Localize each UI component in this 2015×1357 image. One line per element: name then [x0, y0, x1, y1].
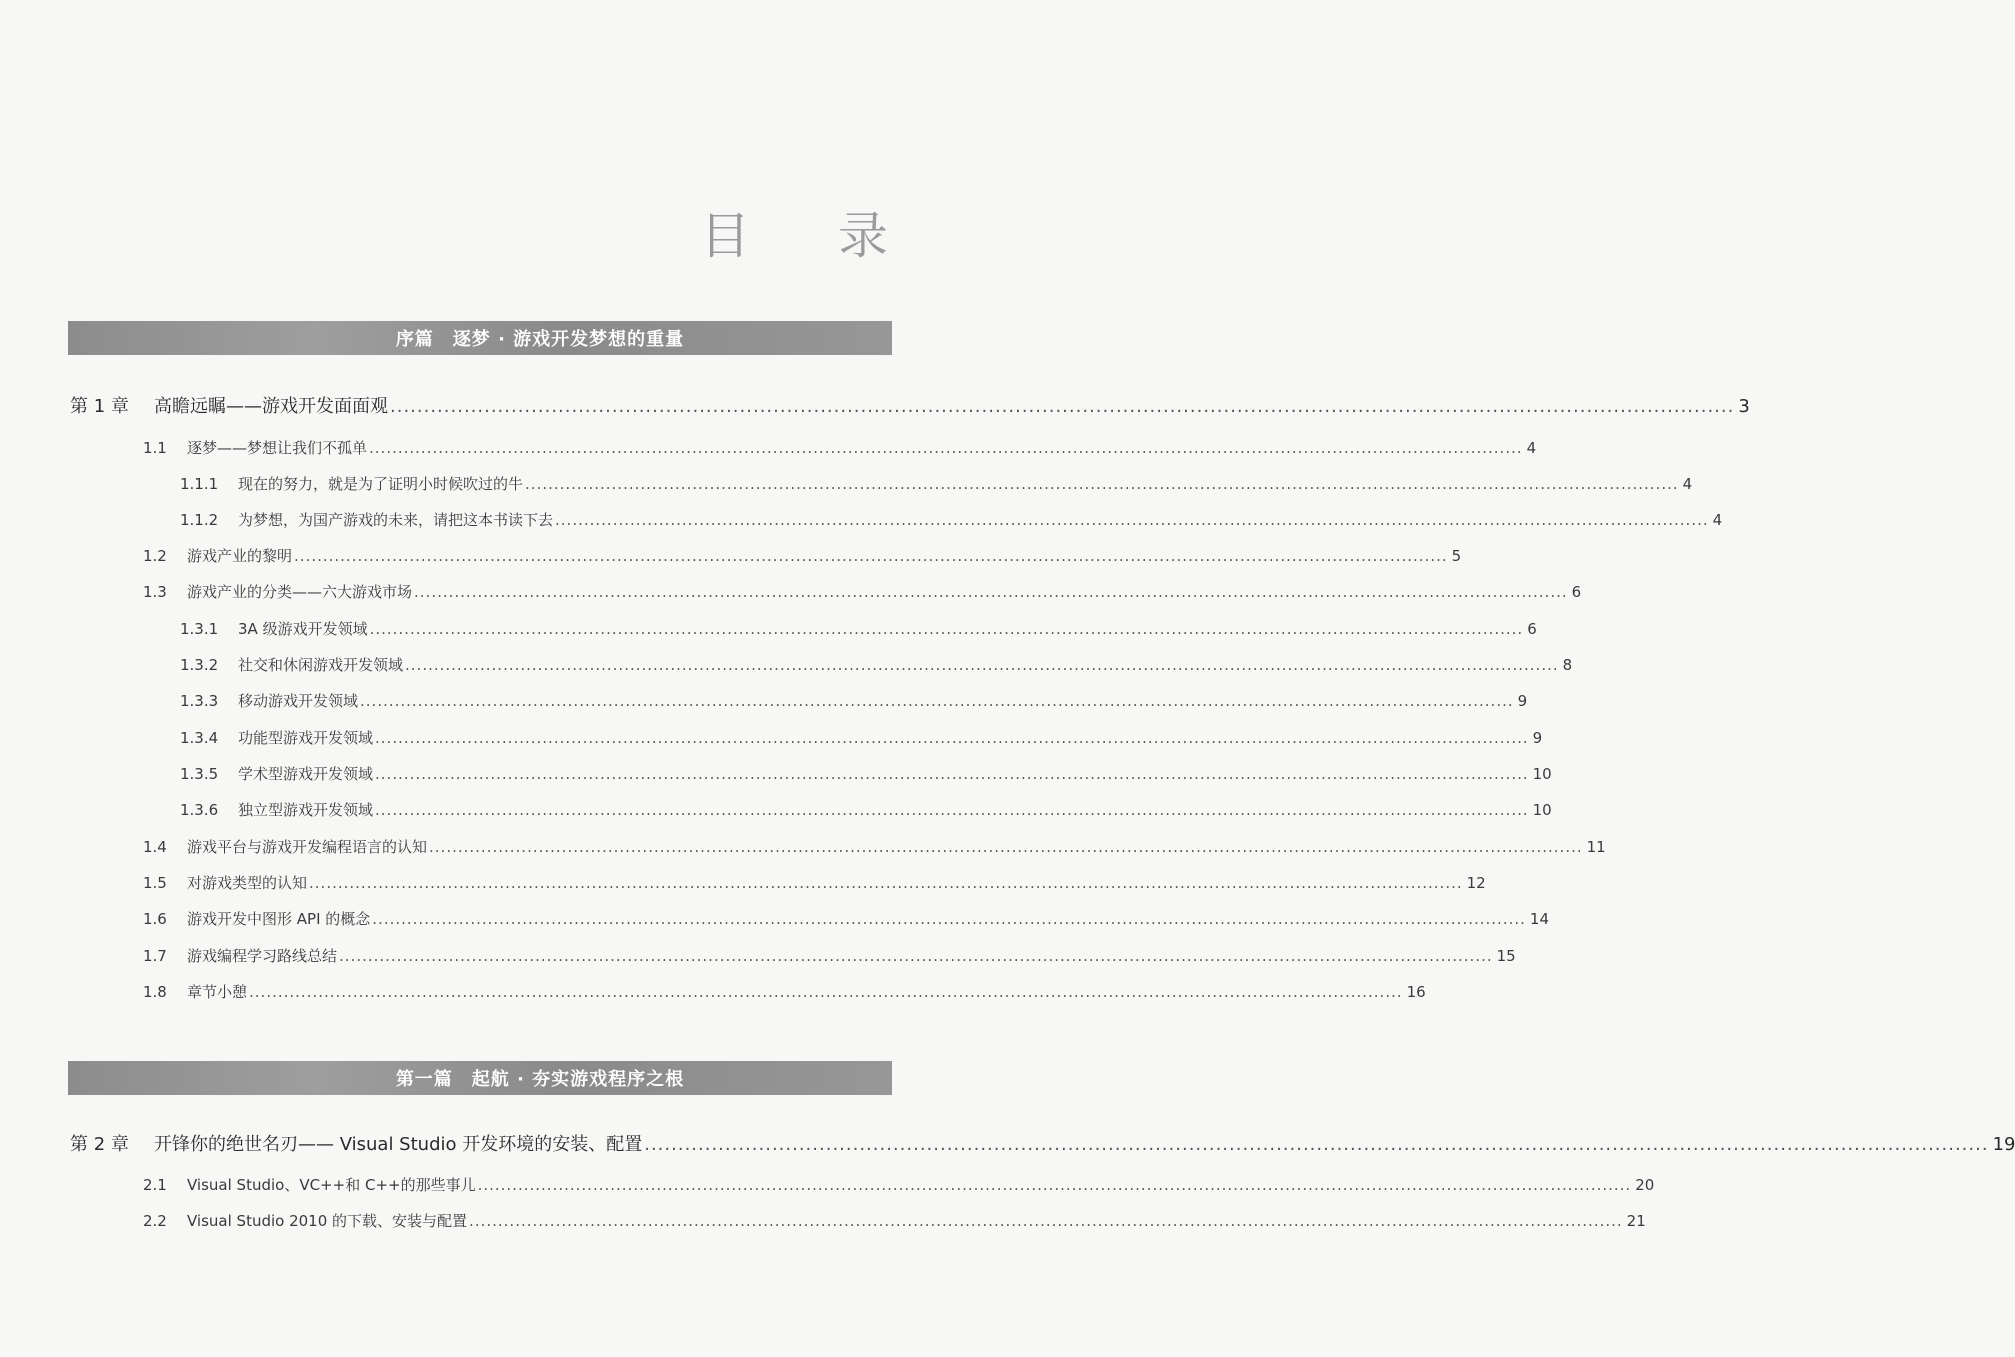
toc-chapter[interactable]: [70, 1130, 2015, 1155]
toc-leader: ........................................................................................................................................................................................................: [555, 511, 1709, 529]
toc-leader: ........................................................................................................................................................................................................: [414, 583, 1568, 601]
toc-page-number: 11: [1586, 838, 1606, 856]
toc-section[interactable]: [143, 1174, 1655, 1198]
toc-number: 1.3.3: [180, 692, 219, 710]
toc-page-number: 12: [1466, 874, 1486, 892]
toc-leader: ........................................................................................................................................................................................................: [375, 729, 1529, 747]
page-title: 目 录: [700, 207, 924, 265]
toc-number: 1.3.6: [180, 801, 219, 819]
toc-title: Visual Studio 2010 的下载、安装与配置: [187, 1212, 468, 1230]
toc-leader: ........................................................................................................................................................................................................: [309, 874, 1463, 892]
toc-leader: ........................................................................................................................................................................................................: [369, 620, 1524, 638]
toc-section[interactable]: [143, 872, 1486, 896]
toc-section[interactable]: [143, 945, 1516, 969]
toc-title: 章节小憩: [187, 983, 248, 1001]
toc-number: 2.1: [143, 1176, 167, 1194]
toc-title: 社交和休闲游戏开发领域: [238, 656, 404, 674]
toc-number: 1.3: [143, 583, 167, 601]
toc-title: 游戏产业的分类——六大游戏市场: [187, 583, 413, 601]
toc-title: 3A 级游戏开发领域: [238, 620, 368, 638]
toc-number: 1.1.1: [180, 475, 219, 493]
toc-page-number: 6: [1527, 620, 1537, 638]
toc-title: 功能型游戏开发领域: [238, 729, 374, 747]
toc-page-number: 15: [1496, 947, 1516, 965]
toc-leader: ........................................................................................................................................................................................................: [429, 838, 1583, 856]
toc-page-number: 10: [1532, 801, 1552, 819]
toc-number: 1.6: [143, 910, 167, 928]
toc-title: 游戏平台与游戏开发编程语言的认知: [187, 838, 428, 856]
toc-title: 移动游戏开发领域: [238, 692, 359, 710]
toc-leader: ........................................................................................................................................................................................................: [372, 910, 1526, 928]
toc-title: 独立型游戏开发领域: [238, 801, 374, 819]
toc-subsection[interactable]: [180, 763, 1552, 787]
toc-section[interactable]: [143, 1210, 1646, 1234]
toc-subsection[interactable]: [180, 690, 1528, 714]
toc-section[interactable]: [143, 437, 1537, 461]
toc-section[interactable]: [143, 908, 1549, 932]
toc-leader: ........................................................................................................................................................................................................: [375, 801, 1529, 819]
toc-leader: ........................................................................................................................................................................................................: [375, 765, 1529, 783]
toc-number: 1.3.1: [180, 620, 219, 638]
toc-leader: ........................................................................................................................................................................................................: [469, 1212, 1623, 1230]
toc-page-number: 20: [1635, 1176, 1655, 1194]
toc-section[interactable]: [143, 545, 1462, 569]
toc-subsection[interactable]: [180, 509, 1723, 533]
toc-page-number: 8: [1562, 656, 1573, 674]
toc-page-number: 19: [1992, 1134, 2015, 1155]
toc-number: 1.5: [143, 874, 167, 892]
toc-title: 学术型游戏开发领域: [238, 765, 374, 783]
toc-leader: ........................................................................................................................................................................................................: [294, 547, 1448, 565]
toc-page-number: 4: [1712, 511, 1723, 529]
toc-title: 游戏编程学习路线总结: [187, 947, 338, 965]
toc-number: 1.1: [143, 439, 167, 457]
toc-leader: ........................................................................................................................................................................................................: [249, 983, 1403, 1001]
toc-number: 1.8: [143, 983, 167, 1001]
toc-number: 第 2 章: [70, 1134, 129, 1155]
toc-page-number: 21: [1626, 1212, 1646, 1230]
toc-leader: ........................................................................................................................................................................................................: [369, 439, 1523, 457]
toc-number: 1.3.4: [180, 729, 219, 747]
toc-number: 1.2: [143, 547, 167, 565]
toc-title: 逐梦——梦想让我们不孤单: [187, 439, 368, 457]
toc-section[interactable]: [143, 581, 1582, 605]
toc-number: 2.2: [143, 1212, 167, 1230]
toc-number: 1.7: [143, 947, 167, 965]
toc-page-number: 4: [1682, 475, 1693, 493]
toc-subsection[interactable]: [180, 654, 1573, 678]
toc-subsection[interactable]: [180, 727, 1543, 751]
toc-subsection[interactable]: [180, 618, 1537, 642]
toc-leader: ........................................................................................................................................................................................................: [339, 947, 1493, 965]
toc-subsection[interactable]: [180, 799, 1552, 823]
part-banner-label: 序篇 逐梦 · 游戏开发梦想的重量: [395, 329, 685, 350]
toc-number: 1.3.5: [180, 765, 219, 783]
toc-page-number: 5: [1451, 547, 1462, 565]
toc-subsection[interactable]: [180, 473, 1693, 497]
toc-leader: ........................................................................................................................................................................................................: [405, 656, 1559, 674]
toc-title: 为梦想，为国产游戏的未来，请把这本书读下去: [238, 511, 554, 529]
toc-title: 高瞻远瞩——游戏开发面面观: [154, 396, 388, 417]
part-banner-prologue: [68, 321, 892, 355]
toc-leader: ........................................................................................................................................................................................................: [525, 475, 1679, 493]
toc-leader: ........................................................................................................................................................................................................: [477, 1176, 1632, 1194]
toc-number: 第 1 章: [70, 396, 129, 417]
toc-section[interactable]: [143, 981, 1426, 1005]
toc-page-number: 9: [1517, 692, 1528, 710]
toc-leader: ........................................................................................................................................................................................................: [390, 396, 1735, 417]
toc-title: Visual Studio、VC++和 C++的那些事儿: [187, 1176, 476, 1194]
toc-page-number: 9: [1532, 729, 1543, 747]
toc-number: 1.4: [143, 838, 167, 856]
toc-page-number: 10: [1532, 765, 1552, 783]
toc-leader: ........................................................................................................................................................................................................: [360, 692, 1514, 710]
toc-number: 1.1.2: [180, 511, 219, 529]
toc-leader: ........................................................................................................................................................................................................: [644, 1134, 1989, 1155]
toc-chapter[interactable]: [70, 392, 1750, 417]
toc-page-number: 16: [1406, 983, 1426, 1001]
toc-page-number: 3: [1738, 396, 1750, 417]
toc-title: 对游戏类型的认知: [187, 874, 308, 892]
toc-title: 现在的努力，就是为了证明小时候吹过的牛: [238, 475, 524, 493]
part-banner-part-one: [68, 1061, 892, 1095]
toc-number: 1.3.2: [180, 656, 219, 674]
toc-page-number: 14: [1529, 910, 1549, 928]
toc-section[interactable]: [143, 836, 1606, 860]
toc-title: 游戏产业的黎明: [187, 547, 293, 565]
toc-title: 开锋你的绝世名刃—— Visual Studio 开发环境的安装、配置: [154, 1134, 643, 1155]
toc-page-number: 4: [1526, 439, 1537, 457]
toc-page-number: 6: [1571, 583, 1582, 601]
toc-title: 游戏开发中图形 API 的概念: [187, 910, 371, 928]
part-banner-label: 第一篇 起航 · 夯实游戏程序之根: [395, 1069, 685, 1090]
